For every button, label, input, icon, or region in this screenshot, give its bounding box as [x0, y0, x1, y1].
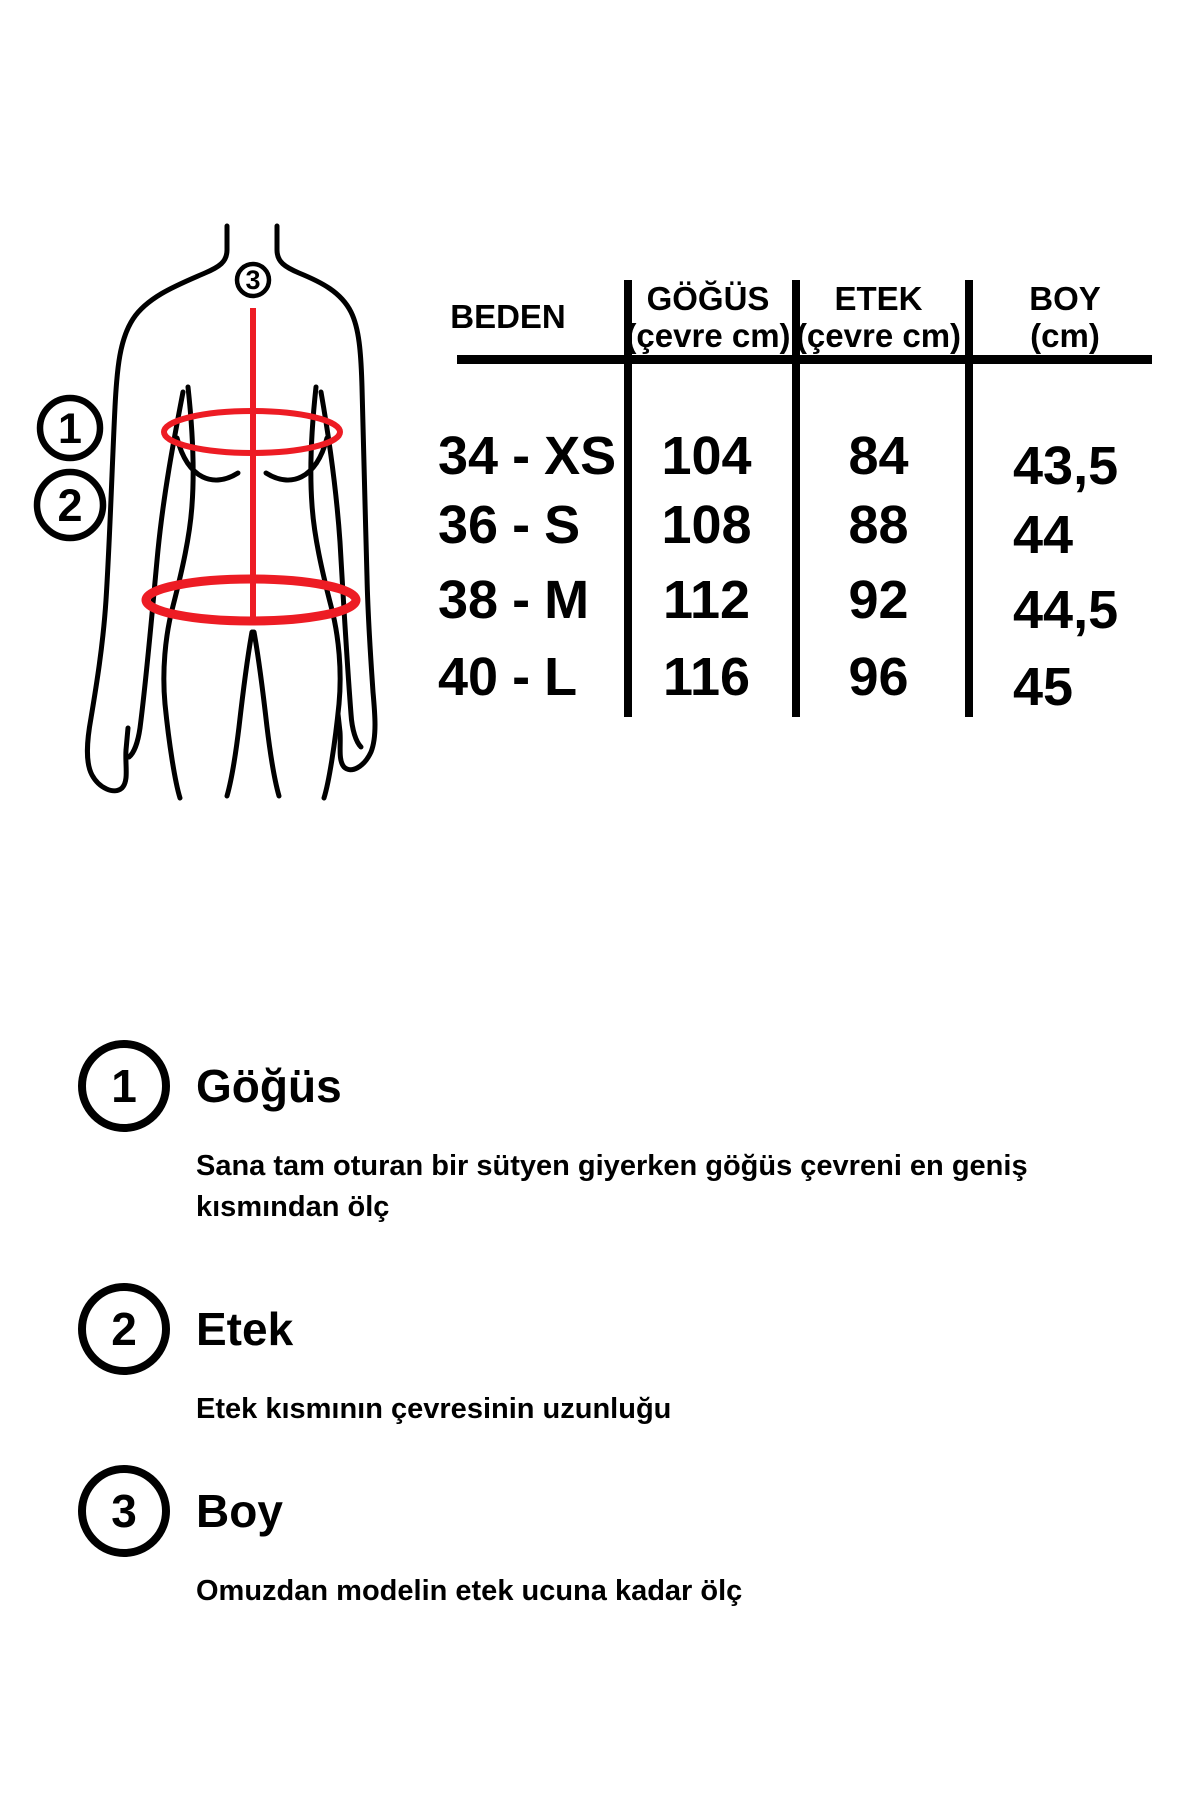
instruction-text: Omuzdan modelin etek ucuna kadar ölç: [196, 1575, 743, 1607]
size-separator: -: [512, 647, 531, 707]
marker-2: [37, 472, 103, 538]
size-separator: -: [512, 426, 531, 486]
instruction-gogus: [78, 1040, 1088, 1227]
cell-boy: 44: [1013, 505, 1074, 565]
instruction-boy: [78, 1465, 1088, 1612]
instruction-title: Boy: [196, 1485, 283, 1537]
column-title: ETEK: [834, 280, 923, 318]
left-inner-leg: [227, 632, 252, 796]
size-eu: 40: [438, 647, 499, 707]
cell-etek: 96: [848, 647, 909, 707]
cell-etek: 92: [848, 570, 909, 630]
cell-boy: 44,5: [1013, 580, 1119, 640]
size-eu: 34: [438, 426, 499, 486]
instruction-number-badge: [78, 1283, 170, 1375]
instruction-body: [196, 1040, 1088, 1227]
instruction-etek: [78, 1283, 1088, 1430]
table-row: [395, 639, 1165, 715]
cell-beden: [395, 487, 621, 563]
cell-gogus: 108: [661, 495, 752, 555]
cell-gogus: 112: [662, 570, 751, 630]
marker-1: [40, 398, 100, 458]
marker-2-label: 2: [57, 480, 83, 531]
size-separator: -: [512, 570, 531, 630]
column-header-boy: [965, 272, 1165, 364]
body-outline-svg: [30, 222, 380, 802]
instruction-title: Göğüs: [196, 1060, 342, 1112]
right-inner-leg: [254, 632, 279, 796]
right-outer-outline: [277, 226, 375, 770]
cell-beden: [395, 639, 621, 715]
cell-boy: 43,5: [1013, 436, 1119, 496]
marker-3: [237, 264, 269, 296]
instruction-text: Etek kısmının çevresinin uzunluğu: [196, 1393, 672, 1425]
size-separator: -: [512, 495, 531, 555]
body-measurement-diagram: [30, 222, 380, 802]
column-subtitle: (cm): [1030, 317, 1100, 354]
cell-etek: 88: [848, 495, 909, 555]
size-eu: 38: [438, 570, 499, 630]
column-subtitle: (çevre cm): [625, 317, 791, 354]
instruction-number: 3: [111, 1485, 137, 1537]
column-title: GÖĞÜS: [646, 280, 770, 318]
column-subtitle: (çevre cm): [795, 317, 962, 354]
instruction-body: [196, 1283, 1088, 1430]
size-intl: L: [544, 647, 578, 707]
table-row: [395, 487, 1165, 563]
column-header-etek: [792, 272, 965, 364]
table-row: [395, 418, 1165, 494]
column-title: BOY: [1029, 280, 1101, 318]
left-outer-outline: [87, 226, 227, 791]
instruction-number-badge: [78, 1040, 170, 1132]
column-header-beden: [395, 272, 621, 364]
instruction-text: Sana tam oturan bir sütyen giyerken göğüs çevreni en geniş kısmından ölç: [196, 1150, 1028, 1223]
size-table: [395, 272, 1165, 722]
instruction-number: 1: [111, 1060, 137, 1112]
column-title: BEDEN: [450, 298, 566, 336]
cell-gogus: 116: [662, 647, 751, 707]
instruction-number-badge: [78, 1465, 170, 1557]
instruction-body: [196, 1465, 1088, 1612]
marker-3-label: 3: [245, 265, 261, 295]
cell-beden: [395, 562, 621, 638]
cell-beden: [395, 418, 621, 494]
marker-1-label: 1: [58, 405, 82, 453]
size-eu: 36: [438, 495, 499, 555]
instruction-title: Etek: [196, 1303, 294, 1355]
size-intl: M: [544, 570, 590, 630]
left-inner-arm: [129, 392, 183, 757]
cell-boy: 45: [1013, 657, 1074, 717]
size-intl: S: [544, 495, 581, 555]
size-intl: XS: [544, 426, 617, 486]
table-row: [395, 562, 1165, 638]
cell-gogus: 104: [661, 426, 752, 486]
cell-etek: 84: [848, 426, 909, 486]
column-header-gogus: [624, 272, 792, 364]
instruction-number: 2: [111, 1303, 137, 1355]
